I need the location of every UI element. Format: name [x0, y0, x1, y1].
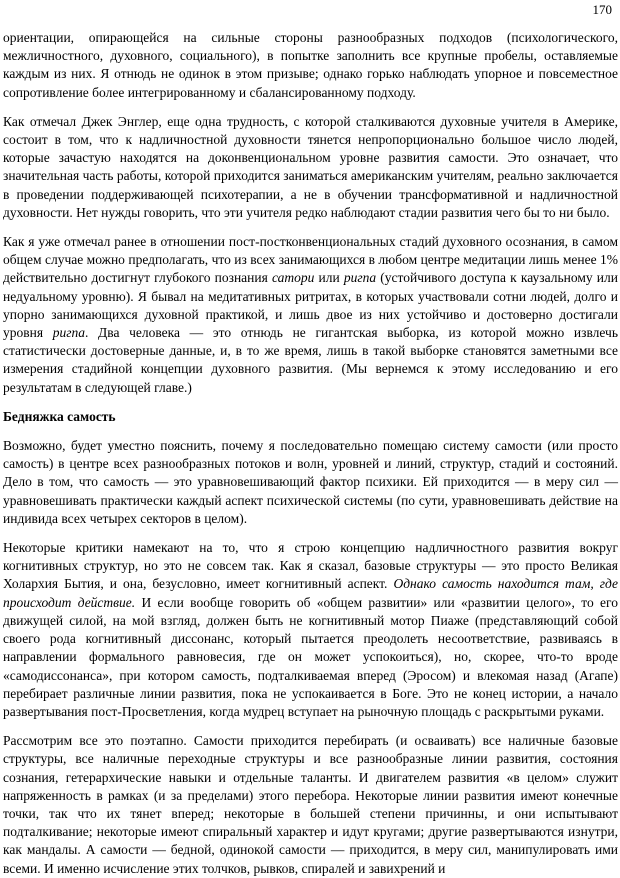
paragraph-2: Как отмечал Джек Энглер, еще одна трудность, с которой сталкиваются духовные учителя в Америке, состоит в том, что к надличностной духовности тянется непропорционально большое число людей, которые зачастую находятся на доконвенциональном уровне развития самости. Это означает, что значительная часть работы, которой приходится заниматься американским учителям, реально заключается в проведении поддерживающей психотерапии, а не в обучении трансформативной и надличностной духовности. Нет нужды говорить, что эти учителя редко наблюдают стадии развития чего бы то ни было. [3, 113, 618, 220]
section-heading: Бедняжка самость [3, 408, 116, 424]
paragraph-5-text-a: Некоторые критики намекают на то, что я строю концепцию надличностного развития вокруг когнитивных структур, но это не совсем так. Как я сказал, базовые структуры — это просто Великая Холархия Бытия, и она, безусловно, имеет когнитивный аспект. [3, 540, 618, 592]
paragraph-5 [3, 539, 618, 721]
paragraph-6: Рассмотрим все это поэтапно. Самости приходится перебирать (и осваивать) все наличные базовые структуры, все наличные переходные структуры и все разнообразные линии развития, состояния сознания, гетерархические навыки и отдельные таланты. И двигателем развития «в целом» служит напряженность в рамках (и за пределами) этого перебора. Некоторые линии развития имеют конечные точки, так что их тянет вперед; некоторые в большей степени причинны, и они испытывают подталкивание; некоторые имеют спиральный характер и идут кругами; другие развертываются изнутри, как мандалы. А самости — бедной, одинокой самости — приходится, в меру сил, манипулировать ими всеми. И именно исчисление этих толчков, рывков, спиралей и завихрений и [3, 733, 618, 876]
paragraph-3-text-c: или [314, 270, 344, 286]
paragraph-3 [3, 233, 618, 397]
paragraph-1: ориентации, опирающейся на сильные стороны разнообразных подходов (психологического, межличностного, духовного, социального), в попытке заполнить все крупные пробелы, оставляемые каждым из них. Я отнюдь не одинок в этом призыве; однако горько наблюдать упорное и повсеместное сопротивление более интегрированному и сбалансированному подходу. [3, 30, 618, 100]
term-rigpa-2: ригпа [52, 325, 86, 341]
paragraph-5-emphasis: Однако самость находится там, где происходит действие. [3, 576, 618, 610]
term-satori: сатори [271, 270, 315, 286]
term-rigpa: ригпа [343, 270, 377, 286]
paragraph-5-text-c: И если вообще говорить об «общем развитии» или «развитии целого», то его движущей силой, на мой взгляд, должен быть не когнитивный мотор Пиаже (представляющий собой своего рода когнитивный диссонанс, который пытается преодолеть несоответствие, развиваясь в направлении формального равновесия, где он может успокоиться), но, скорее, что-то вроде «самодиссонанса», при котором самость, подталкиваемая вперед (Эросом) и влекомая назад (Агапе) перебирает различные линии развития, пока не успокаивается в Боге. Это не конец истории, а начало развертывания пост-Просветления, когда мудрец вступает на рыночную площадь с раскрытыми руками. [3, 594, 618, 719]
page-body [3, 29, 618, 878]
paragraph-4: Возможно, будет уместно пояснить, почему я последовательно помещаю систему самости (или просто самость) в центре всех разнообразных потоков и волн, уровней и линий, структур, стадий и состояний. Дело в том, что самость — это уравновешивающий фактор психики. Ей приходится — в меру сил — уравновешивать практически каждый аспект психической системы (по сути, уравновешивать действие на индивида всех четырех секторов в целом). [3, 438, 618, 526]
paragraph-3-text-e: (устойчивого доступа к каузальному или недуальному уровню). Я бывал на медитативных ритритах, в которых участвовали сотни людей, долго и упорно занимающихся духовной практикой, и лишь двое из них устойчиво и достоверно достигали уровня [3, 270, 618, 341]
paragraph-3-text-a: Как я уже отмечал ранее в отношении пост-постконвенциональных стадий духовного осознания, в самом общем случае можно предполагать, что из всех занимающихся в любом центре медитации лишь менее 1% действительно достигнут глубокого познания [3, 234, 618, 286]
paragraph-3-text-g: . Два человека — это отнюдь не гигантская выборка, из которой можно извлечь статистически достоверные данные, и, в то же время, лишь в такой выборке становятся заметными все измерения стадийной концепции духовного развития. (Мы вернемся к этому исследованию и его результатам в следующей главе.) [3, 325, 618, 395]
page-number: 170 [592, 2, 612, 17]
